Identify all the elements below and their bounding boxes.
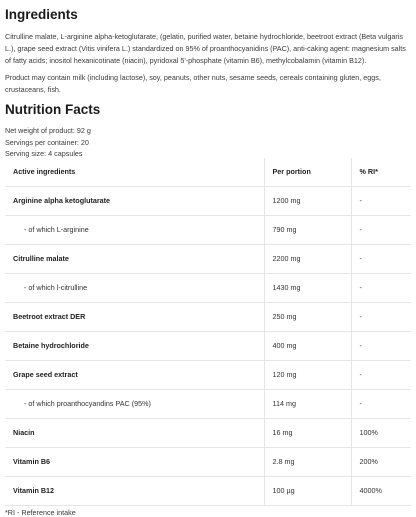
table-row (5, 360, 411, 389)
row-portion: 2.8 mg (264, 447, 351, 476)
row-name: Arginine alpha ketoglutarate (5, 186, 264, 215)
row-portion: 400 mg (264, 331, 351, 360)
row-ri: 4000% (351, 476, 411, 505)
row-portion: 16 mg (264, 418, 351, 447)
row-portion: 120 mg (264, 360, 351, 389)
table-row (5, 244, 411, 273)
table-row (5, 273, 411, 302)
row-ri: - (351, 186, 411, 215)
table-row (5, 447, 411, 476)
row-portion: 790 mg (264, 215, 351, 244)
table-row (5, 302, 411, 331)
table-row (5, 389, 411, 418)
row-ri: 200% (351, 447, 411, 476)
row-name: - of which l-citrulline (5, 273, 264, 302)
table-row (5, 331, 411, 360)
allergens-text: Product may contain milk (including lactose), soy, peanuts, other nuts, sesame seeds, cereals containing gluten, eggs, crustaceans, fish. (5, 73, 381, 95)
row-ri: - (351, 215, 411, 244)
row-name: Beetroot extract DER (5, 302, 264, 331)
header-per-portion: Per portion (264, 158, 351, 186)
table-header-row (5, 158, 411, 186)
row-portion: 250 mg (264, 302, 351, 331)
nutrition-heading: Nutrition Facts (5, 102, 101, 117)
ri-footnote: *RI - Reference intake (5, 508, 76, 517)
row-name: Betaine hydrochloride (5, 331, 264, 360)
table-row (5, 418, 411, 447)
row-name: - of which proanthocyandins PAC (95%) (5, 389, 264, 418)
table-row (5, 186, 411, 215)
table-row (5, 215, 411, 244)
row-portion: 1430 mg (264, 273, 351, 302)
serving-size: Serving size: 4 capsules (5, 149, 83, 158)
row-portion: 2200 mg (264, 244, 351, 273)
row-ri: 100% (351, 418, 411, 447)
ingredients-heading: Ingredients (5, 7, 78, 22)
row-ri: - (351, 273, 411, 302)
table-row (5, 476, 411, 505)
row-portion: 100 µg (264, 476, 351, 505)
header-active-ingredients: Active ingredients (5, 158, 264, 186)
row-ri: - (351, 360, 411, 389)
row-name: Grape seed extract (5, 360, 264, 389)
row-portion: 114 mg (264, 389, 351, 418)
row-name: Niacin (5, 418, 264, 447)
row-name: Vitamin B6 (5, 447, 264, 476)
row-ri: - (351, 244, 411, 273)
row-portion: 1200 mg (264, 186, 351, 215)
row-name: - of which L-arginine (5, 215, 264, 244)
row-ri: - (351, 331, 411, 360)
servings-per-container: Servings per container: 20 (5, 138, 89, 147)
header-ri: % RI* (351, 158, 411, 186)
nutrition-table (5, 158, 411, 506)
row-name: Vitamin B12 (5, 476, 264, 505)
row-ri: - (351, 389, 411, 418)
row-name: Citrulline malate (5, 244, 264, 273)
row-ri: - (351, 302, 411, 331)
ingredients-text: Citrulline malate, L-arginine alpha-ketoglutarate, (gelatin, purified water, betaine hydrochloride, beetroot extract (Beta vulgaris L.), grape seed extract (Vitis vinifera L.) standardized on 95% of proanthocyanidins (PAC), anti-caking agent: magnesium salts of fatty acids; inositol hexanicotinate (niacin), pyridoxal 5'-phosphate (vitamin B6), methylcobalamin (vitamin B12). (5, 32, 406, 66)
net-weight: Net weight of product: 92 g (5, 126, 91, 135)
